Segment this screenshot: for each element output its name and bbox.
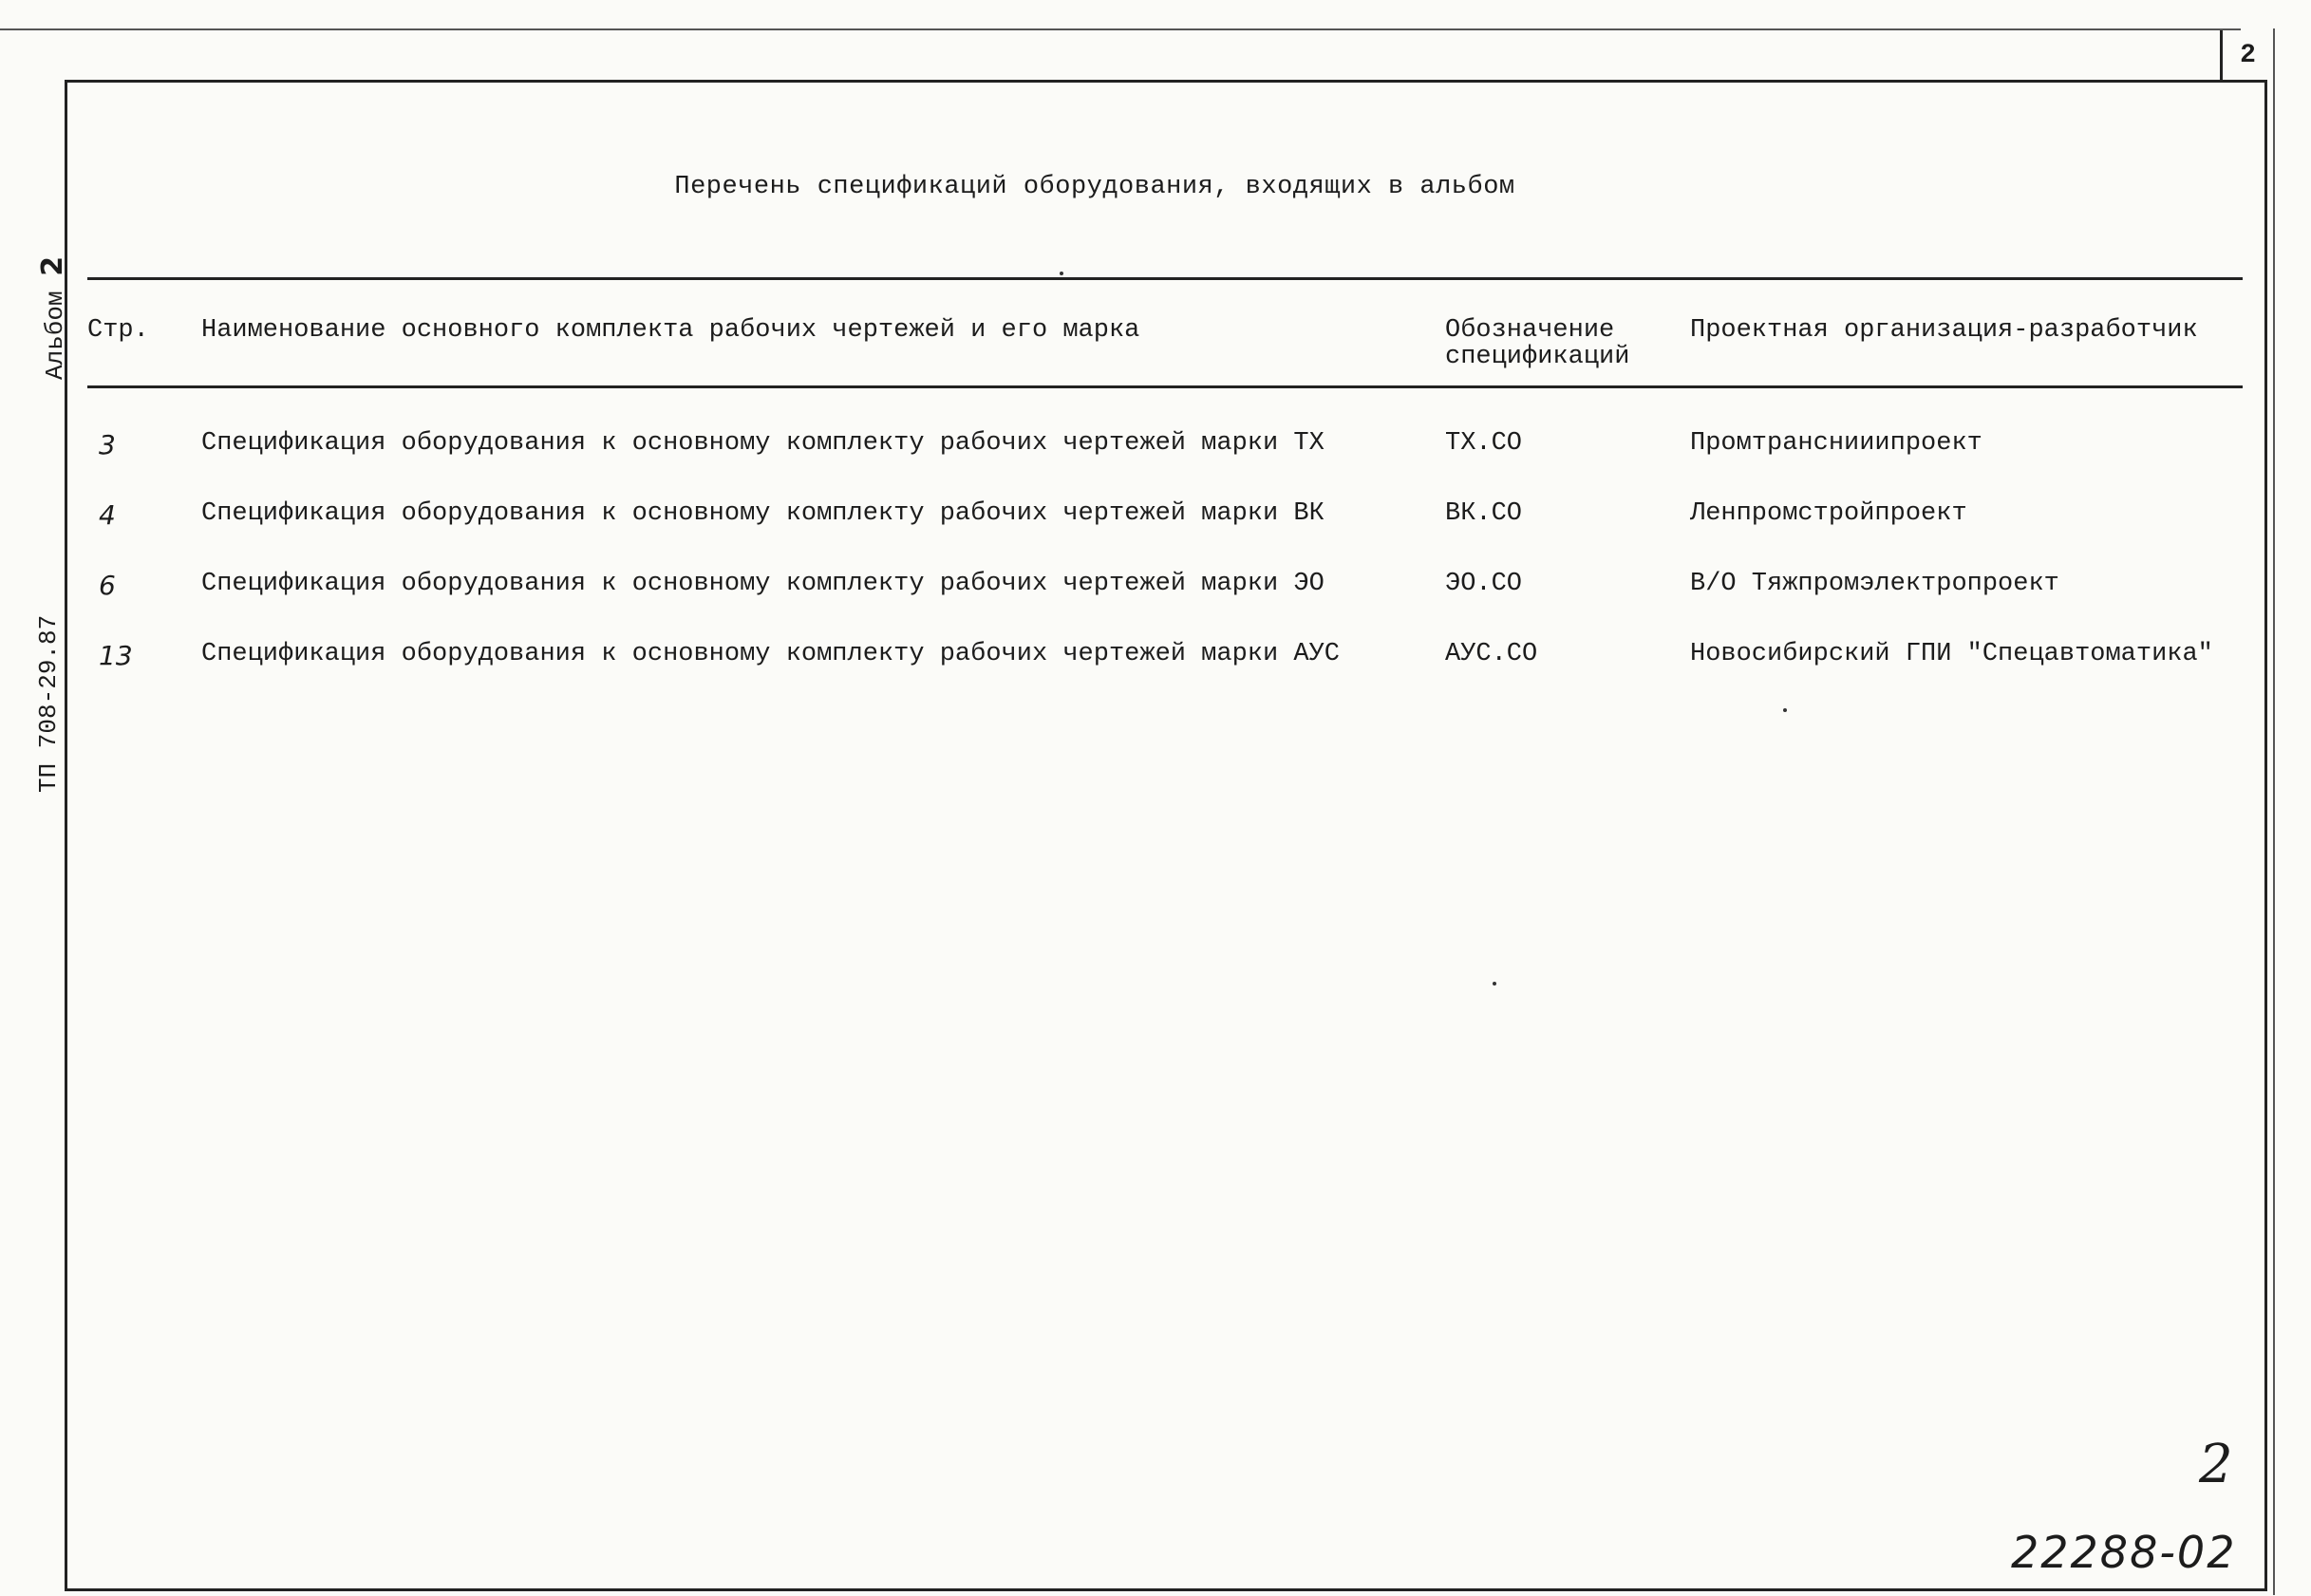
row-code: ВК.СО bbox=[1445, 499, 1523, 528]
row-page: 6 bbox=[99, 570, 116, 601]
row-name: Спецификация оборудования к основному комплекту рабочих чертежей марки ТХ bbox=[201, 429, 1325, 458]
scan-speck bbox=[1783, 708, 1787, 712]
row-org: Новосибирский ГПИ "Спецавтоматика" bbox=[1690, 640, 2213, 668]
row-code: ЭО.СО bbox=[1445, 570, 1523, 598]
table-row bbox=[0, 429, 2311, 467]
table-row bbox=[0, 570, 2311, 608]
header-name: Наименование основного комплекта рабочих чертежей и его марка bbox=[201, 316, 1140, 345]
row-org: Ленпромстройпроект bbox=[1690, 499, 1967, 528]
header-page: Стр. bbox=[87, 316, 149, 345]
row-name: Спецификация оборудования к основному комплекту рабочих чертежей марки АУС bbox=[201, 640, 1340, 668]
header-org: Проектная организация-разработчик bbox=[1690, 316, 2198, 345]
row-org: В/О Тяжпромэлектропроект bbox=[1690, 570, 2059, 598]
table-row bbox=[0, 640, 2311, 678]
table-top-rule bbox=[87, 277, 2243, 280]
row-name: Спецификация оборудования к основному комплекту рабочих чертежей марки ЭО bbox=[201, 570, 1325, 598]
row-page: 13 bbox=[99, 640, 133, 671]
album-number: 2 bbox=[36, 255, 69, 276]
header-code-line2: спецификаций bbox=[1445, 343, 1630, 371]
scan-speck bbox=[1493, 982, 1496, 986]
row-code: АУС.СО bbox=[1445, 640, 1538, 668]
table-row bbox=[0, 499, 2311, 537]
header-code bbox=[1445, 317, 1654, 370]
outer-right-border bbox=[2273, 28, 2275, 1595]
row-org: Промтранснииипроект bbox=[1690, 429, 1982, 458]
top-border-line bbox=[0, 28, 2241, 30]
sheet-number: 2 bbox=[2240, 40, 2256, 70]
handwritten-sheet-number: 2 bbox=[2199, 1434, 2233, 1495]
table-header-rule bbox=[87, 385, 2243, 388]
row-name: Спецификация оборудования к основному комплекту рабочих чертежей марки ВК bbox=[201, 499, 1325, 528]
page-title: Перечень спецификаций оборудования, входящих в альбом bbox=[674, 173, 1515, 201]
side-album-label bbox=[36, 256, 69, 380]
side-project-code: ТП 708-29.87 bbox=[34, 614, 63, 793]
header-code-line1: Обозначение bbox=[1445, 316, 1615, 345]
document-number: 22288-02 bbox=[2011, 1527, 2237, 1578]
sheet-number-box bbox=[2220, 30, 2273, 80]
row-page: 4 bbox=[99, 499, 116, 531]
row-code: ТХ.СО bbox=[1445, 429, 1523, 458]
row-page: 3 bbox=[99, 429, 116, 460]
scan-speck bbox=[1060, 272, 1063, 275]
album-prefix: Альбом bbox=[41, 291, 69, 380]
drawing-frame bbox=[65, 80, 2267, 1591]
